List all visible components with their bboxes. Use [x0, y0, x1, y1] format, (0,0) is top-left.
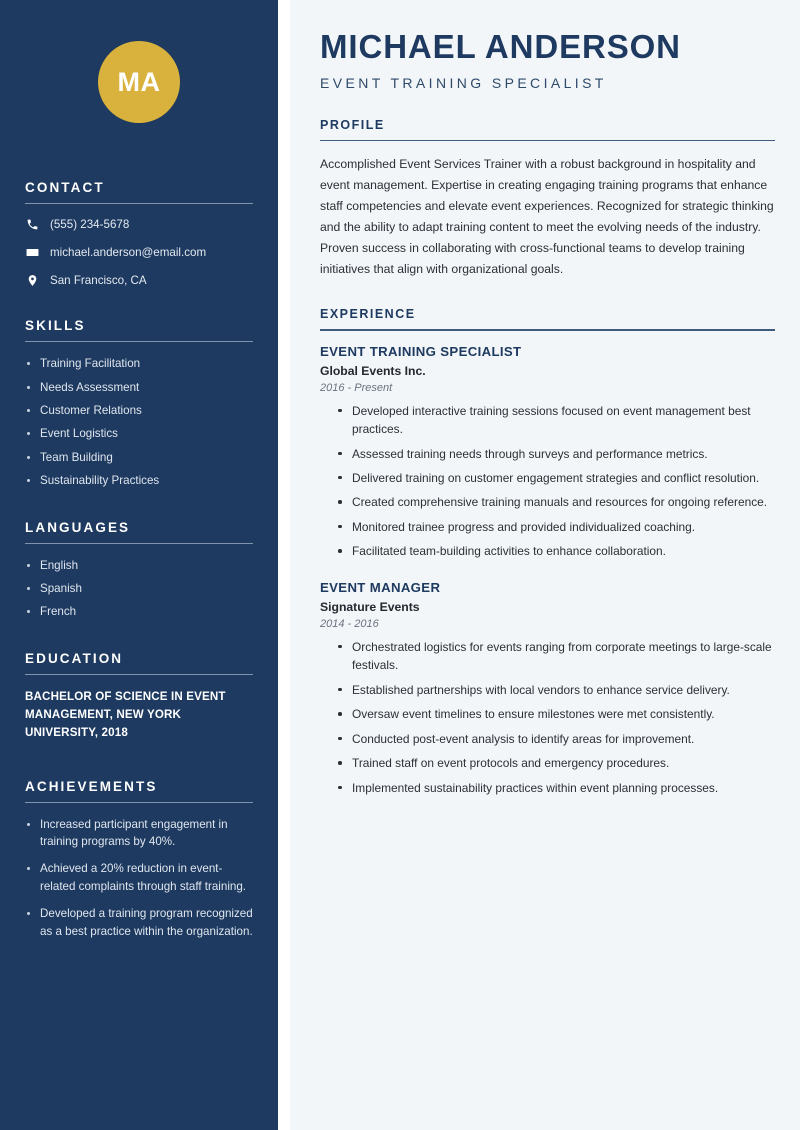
column-gap	[278, 0, 290, 1130]
achievements-divider	[25, 802, 253, 803]
job-company: Signature Events	[320, 599, 420, 614]
profile-text: Accomplished Event Services Trainer with a robust background in hospitality and event management. Expertise in creating engaging training programs that enhance staff competencies and elevate event experiences. Recognized for strategic thinking and the ability to adapt training content to meet the evolving needs of the industry. Proven success in collaborating with cross-functional teams to develop training initiatives that align with organizational goals.	[320, 157, 774, 277]
list-item: Achieved a 20% reduction in event-related complaints through staff training.	[25, 860, 253, 895]
education-heading: EDUCATION	[25, 650, 124, 666]
job-title: EVENT TRAINING SPECIALIST	[320, 343, 522, 359]
experience-divider	[320, 329, 775, 330]
contact-email-row[interactable]	[25, 245, 253, 260]
languages-divider	[25, 543, 253, 544]
languages-heading: LANGUAGES	[25, 519, 131, 535]
profile-divider	[320, 140, 775, 141]
contact-email-value: michael.anderson@email.com	[50, 246, 207, 260]
list-item: Increased participant engagement in training programs by 40%.	[25, 816, 253, 851]
list-item: Established partnerships with local vendors to enhance service delivery.	[338, 681, 775, 699]
contact-location-row[interactable]	[25, 273, 253, 288]
list-item: Customer Relations	[25, 402, 253, 419]
list-item: Team Building	[25, 449, 253, 466]
achievements-section	[25, 779, 253, 940]
achievements-list	[25, 816, 253, 940]
languages-list	[25, 557, 253, 621]
map-pin-icon	[25, 274, 39, 288]
list-item: Implemented sustainability practices within event planning processes.	[338, 779, 775, 797]
languages-section	[25, 520, 253, 621]
avatar: MA	[98, 41, 180, 123]
job-dates: 2014 - 2016	[320, 617, 379, 630]
experience-section	[320, 307, 775, 797]
list-item: French	[25, 603, 253, 620]
skills-heading: SKILLS	[25, 318, 86, 334]
page-title: MICHAEL ANDERSON	[320, 28, 681, 65]
list-item: English	[25, 557, 253, 574]
achievements-heading: ACHIEVEMENTS	[25, 778, 158, 794]
contact-divider	[25, 203, 253, 204]
list-item: Sustainability Practices	[25, 472, 253, 489]
list-item: Spanish	[25, 580, 253, 597]
contact-section	[25, 180, 253, 288]
contact-phone-row[interactable]	[25, 217, 253, 232]
education-divider	[25, 674, 253, 675]
contact-location-value: San Francisco, CA	[50, 274, 147, 288]
contact-phone-value: (555) 234-5678	[50, 218, 130, 231]
list-item: Event Logistics	[25, 425, 253, 442]
main-content	[290, 0, 800, 1130]
skills-section	[25, 318, 253, 489]
job-bullets	[320, 402, 775, 561]
education-section	[25, 651, 253, 742]
sidebar	[0, 0, 278, 1130]
experience-heading: EXPERIENCE	[320, 307, 416, 322]
education-entry: BACHELOR OF SCIENCE IN EVENT MANAGEMENT, NEW YORK UNIVERSITY, 2018	[25, 689, 226, 739]
job-company: Global Events Inc.	[320, 363, 426, 378]
list-item: Trained staff on event protocols and emergency procedures.	[338, 754, 775, 772]
profile-section	[320, 118, 775, 280]
list-item: Needs Assessment	[25, 379, 253, 396]
list-item: Monitored trainee progress and provided individualized coaching.	[338, 518, 775, 536]
skills-divider	[25, 341, 253, 342]
job-subtitle: EVENT TRAINING SPECIALIST	[320, 74, 607, 91]
list-item: Delivered training on customer engagement strategies and conflict resolution.	[338, 469, 775, 487]
experience-entry	[320, 580, 775, 797]
job-bullets	[320, 638, 775, 797]
list-item: Orchestrated logistics for events ranging from corporate meetings to large-scale festivals.	[338, 638, 775, 675]
list-item: Oversaw event timelines to ensure milestones were met consistently.	[338, 705, 775, 723]
avatar-container	[25, 0, 253, 123]
list-item: Conducted post-event analysis to identify areas for improvement.	[338, 730, 775, 748]
contact-heading: CONTACT	[25, 180, 105, 195]
list-item: Developed a training program recognized as a best practice within the organization.	[25, 905, 253, 940]
skills-list	[25, 355, 253, 489]
list-item: Training Facilitation	[25, 355, 253, 372]
list-item: Created comprehensive training manuals and resources for ongoing reference.	[338, 493, 775, 511]
experience-entry	[320, 344, 775, 561]
profile-heading: PROFILE	[320, 117, 385, 132]
job-title: EVENT MANAGER	[320, 579, 441, 595]
job-dates: 2016 - Present	[320, 381, 393, 394]
list-item: Assessed training needs through surveys and performance metrics.	[338, 445, 775, 463]
phone-icon	[25, 218, 39, 232]
envelope-icon	[25, 246, 39, 260]
list-item: Developed interactive training sessions focused on event management best practices.	[338, 402, 775, 439]
list-item: Facilitated team-building activities to enhance collaboration.	[338, 542, 775, 560]
